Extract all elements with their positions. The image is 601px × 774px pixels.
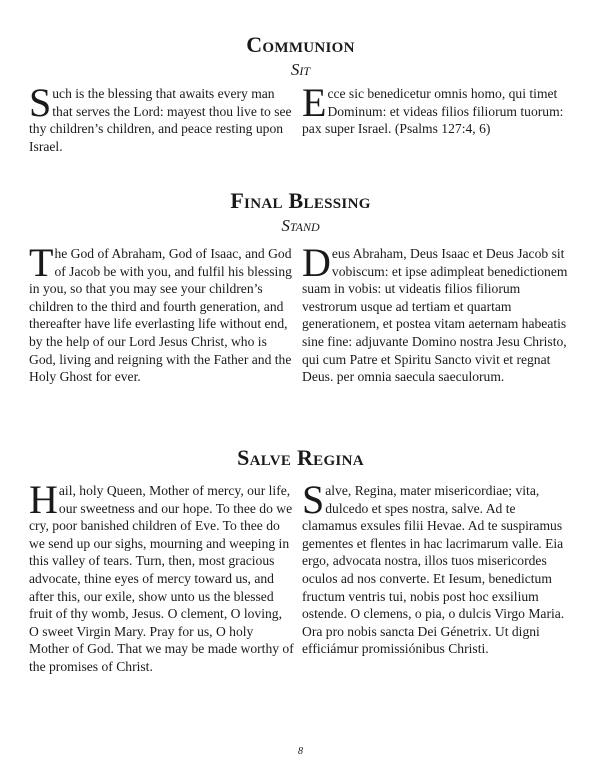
salve-regina-english-text — [29, 477, 295, 676]
final-blessing-latin-body: eus Abraham, Deus Isaac et Deus Jacob sit vobiscum: et ipse adimpleat benedictionem suam in vobis: ut videatis filios filiorum vestrorum usque ad tertiam et quartam generationem, et postea vitam aeternam habeatis sine fine: adjuvante Domino nostra Jesu Christo, qui cum Patre et Spiritu Sancto vivit et regnat Deus. per omnia saecula saeculorum. — [302, 246, 568, 385]
salve-regina-english-dropcap: H — [29, 477, 58, 522]
final-blessing-rubric: Stand — [281, 216, 320, 235]
final-blessing-latin-dropcap: D — [302, 240, 331, 285]
salve-regina-english-body: ail, holy Queen, Mother of mercy, our life, our sweetness and our hope. To thee do we cry, poor banished children of Eve. To thee do we send up our sighs, mourning and weeping in this valley of tears. Turn, then, most gracious advocate, thine eyes of mercy toward us, and after this, our exile, show unto us the blessed fruit of thy womb, Jesus. O clement, O loving, O sweet Virgin Mary. Pray for us, O holy Mother of God. That we may be made worthy of the promises of Christ. — [29, 483, 294, 674]
salve-regina-latin-body: alve, Regina, mater misericordiae; vita, dulcedo et spes nostra, salve. Ad te clamamus exsules filii Hevae. Ad te suspiramus gementes et flentes in hac lacrimarum valle. Eia ergo, advocata nostra, illos tuos misericordes oculos ad nos converte. Et Iesum, benedictum fructum ventris tui, nobis post hoc exsilium ostende. O clemens, o pia, o dulcis Virgo Maria. Ora pro nobis sancta Dei Génetrix. Ut digni efficiámur promissiónibus Christi. — [302, 483, 565, 657]
communion-rubric: Sit — [290, 60, 311, 79]
salve-regina-latin-text — [302, 477, 570, 658]
final-blessing-latin-text — [302, 240, 570, 386]
final-blessing-title: Final Blessing — [230, 188, 371, 213]
communion-english-text — [29, 80, 295, 155]
communion-english-body: uch is the blessing that awaits every man that serves the Lord: mayest thou live to see thy children’s children, and peace resting upon Israel. — [29, 86, 292, 154]
final-blessing-english-text — [29, 240, 295, 386]
communion-latin-text — [302, 80, 570, 138]
salve-regina-latin-dropcap: S — [302, 477, 325, 522]
communion-latin-dropcap: E — [302, 80, 327, 125]
page-number: 8 — [298, 746, 303, 757]
communion-english-dropcap: S — [29, 80, 52, 125]
final-blessing-english-dropcap: T — [29, 240, 54, 285]
communion-latin-body: cce sic benedicetur omnis homo, qui timet Dominum: et videas filios filiorum tuorum: pax super Israel. (Psalms 127:4, 6) — [302, 86, 564, 137]
communion-title: Communion — [246, 32, 355, 57]
salve-regina-title: Salve Regina — [237, 445, 364, 470]
final-blessing-english-body: he God of Abraham, God of Isaac, and God of Jacob be with you, and fulfil his blessing in you, so that you may see your children’s children to the third and fourth generation, and thereafter have life everlasting life without end, by the help of our Lord Jesus Christ, who is God, living and reigning with the Father and the Holy Ghost for ever. — [29, 246, 292, 385]
